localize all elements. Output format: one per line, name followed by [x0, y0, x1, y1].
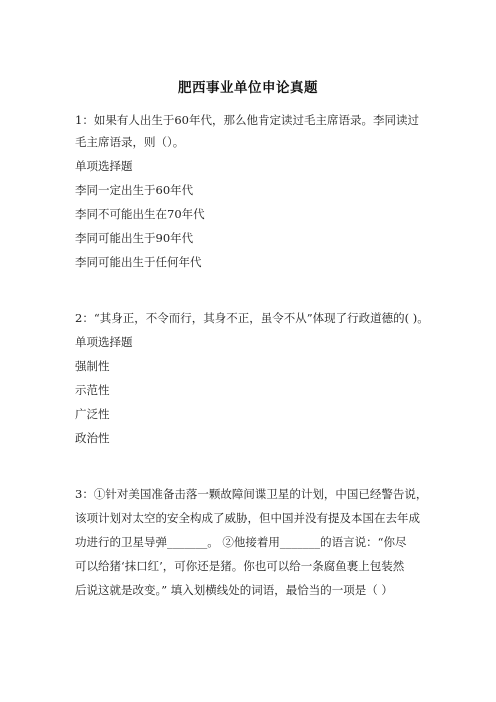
question-1-option-d: 李同可能出生于任何年代: [75, 255, 202, 269]
question-2-option-d: 政治性: [75, 431, 110, 445]
question-2-option-b: 示范性: [75, 383, 110, 397]
document-title: 肥西事业单位申论真题: [178, 80, 318, 96]
question-2-text-line-1: 2：“其身正，不令而行，其身不正，虽令不从”体现了行政道德的( )。: [75, 311, 429, 325]
question-3-text-line-3: 功进行的卫星导弹_______。 ②他接着用_______的语言说：“你尽: [75, 535, 407, 549]
question-1-option-b: 李同不可能出生在70年代: [75, 207, 205, 221]
question-1-text-line-1: 1：如果有人出生于60年代，那么他肯定读过毛主席语录。李同读过: [75, 113, 419, 127]
question-1-option-a: 李同一定出生于60年代: [75, 183, 194, 197]
question-2-option-a: 强制性: [75, 359, 110, 373]
question-1-text-line-2: 毛主席语录，则（）。: [75, 135, 185, 149]
question-2-type: 单项选择题: [75, 335, 133, 349]
question-3-text-line-2: 该项计划对太空的安全构成了威胁，但中国并没有提及本国在去年成: [75, 511, 420, 525]
question-3-text-line-5: 后说这就是改变。” 填入划横线处的词语，最恰当的一项是（ ）: [75, 583, 393, 597]
question-1-type: 单项选择题: [75, 159, 133, 173]
question-2-option-c: 广泛性: [75, 407, 110, 421]
question-1-option-c: 李同可能出生于90年代: [75, 231, 194, 245]
question-3-text-line-1: 3：①针对美国准备击落一颗故障间谍卫星的计划，中国已经警告说，: [75, 487, 428, 501]
question-3-text-line-4: 可以给猪‘抹口红’，可你还是猪。你也可以给一条腐鱼裹上包装然: [75, 559, 405, 573]
